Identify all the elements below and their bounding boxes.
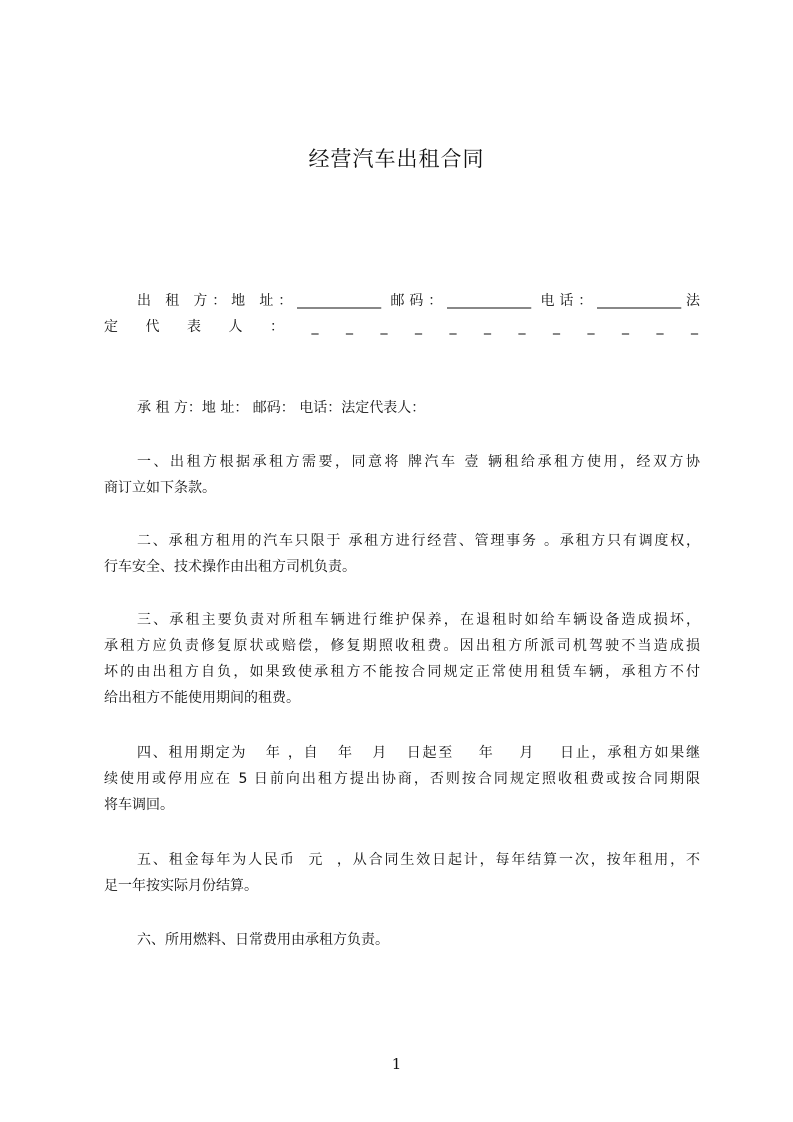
lessor-char: _ [484,319,491,335]
clause-line: 足一年按实际月份结算。 [104,878,258,894]
clause-line: 行车安全、技术操作由出租方司机负责。 [104,559,356,575]
lessee-line: 承 租 方：地 址： 邮码： 电话：法定代表人： [137,400,426,416]
lessor-char: 定 [104,319,118,335]
lessor-char: 代 [145,319,160,335]
clause-line: 一、出租方根据承租方需要，同意将 牌汽车 壹 辆租给承租方使用，经双方协 [137,454,700,470]
clause-line: 六、所用燃料、日常费用由承租方负责。 [137,932,389,948]
lessor-char: _ [449,319,457,335]
lessor-char: _ [518,319,526,335]
clause-6 [104,927,700,953]
lessor-line-1: 出 租 方：地 址：____________ 邮码：____________ 电话：____________法 [137,293,700,309]
lessor-char: _ [346,319,353,335]
clause-5 [104,847,700,899]
clause-3 [104,607,700,711]
lessor-char: 表 [187,319,201,335]
lessor-char: _ [311,319,319,335]
clause-4 [104,740,700,818]
lessor-char: ： [270,319,284,335]
lessor-char: _ [380,319,388,335]
clause-line: 承租方应负责修复原状或赔偿，修复期照收租费。因出租方所派司机驾驶不当造成损 [104,638,700,654]
lessee-info [104,395,700,421]
clause-line: 五、租金每年为人民币 元 ，从合同生效日起计，每年结算一次，按年租用，不 [137,852,700,868]
clause-line: 三、承租主要负责对所租车辆进行维护保养，在退租时如给车辆设备造成损坏， [137,612,700,628]
lessor-char: _ [415,319,422,335]
document-title: 经营汽车出租合同 [308,147,485,171]
clause-line: 续使用或停用应在 5 日前向出租方提出协商，否则按合同规定照收租费或按合同期限 [104,771,700,787]
clause-line: 坏的由出租方自负，如果致使承租方不能按合同规定正常使用租赁车辆，承租方不付 [104,664,700,680]
lessor-line-2 [104,314,700,340]
clause-line: 商订立如下条款。 [104,480,216,496]
lessor-char: _ [553,319,560,335]
lessor-char: _ [587,319,595,335]
clause-line: 四、租用期定为 年 ，自 年 月 日起至 年 月 日止，承租方如果继 [137,745,700,761]
clause-1 [104,449,700,501]
page-number: 1 [391,1055,402,1073]
lessor-char: _ [656,319,664,335]
lessor-info [104,288,700,340]
lessor-char: _ [622,319,629,335]
clause-line: 二、承租方租用的汽车只限于 承租方进行经营、管理事务 。承租方只有调度权， [137,533,700,549]
clause-2 [104,528,700,580]
clause-line: 将车调回。 [104,797,174,813]
lessor-char: _ [691,319,698,335]
clause-line: 给出租方不能使用期间的租费。 [104,690,300,706]
lessor-char: 人 [228,319,243,335]
